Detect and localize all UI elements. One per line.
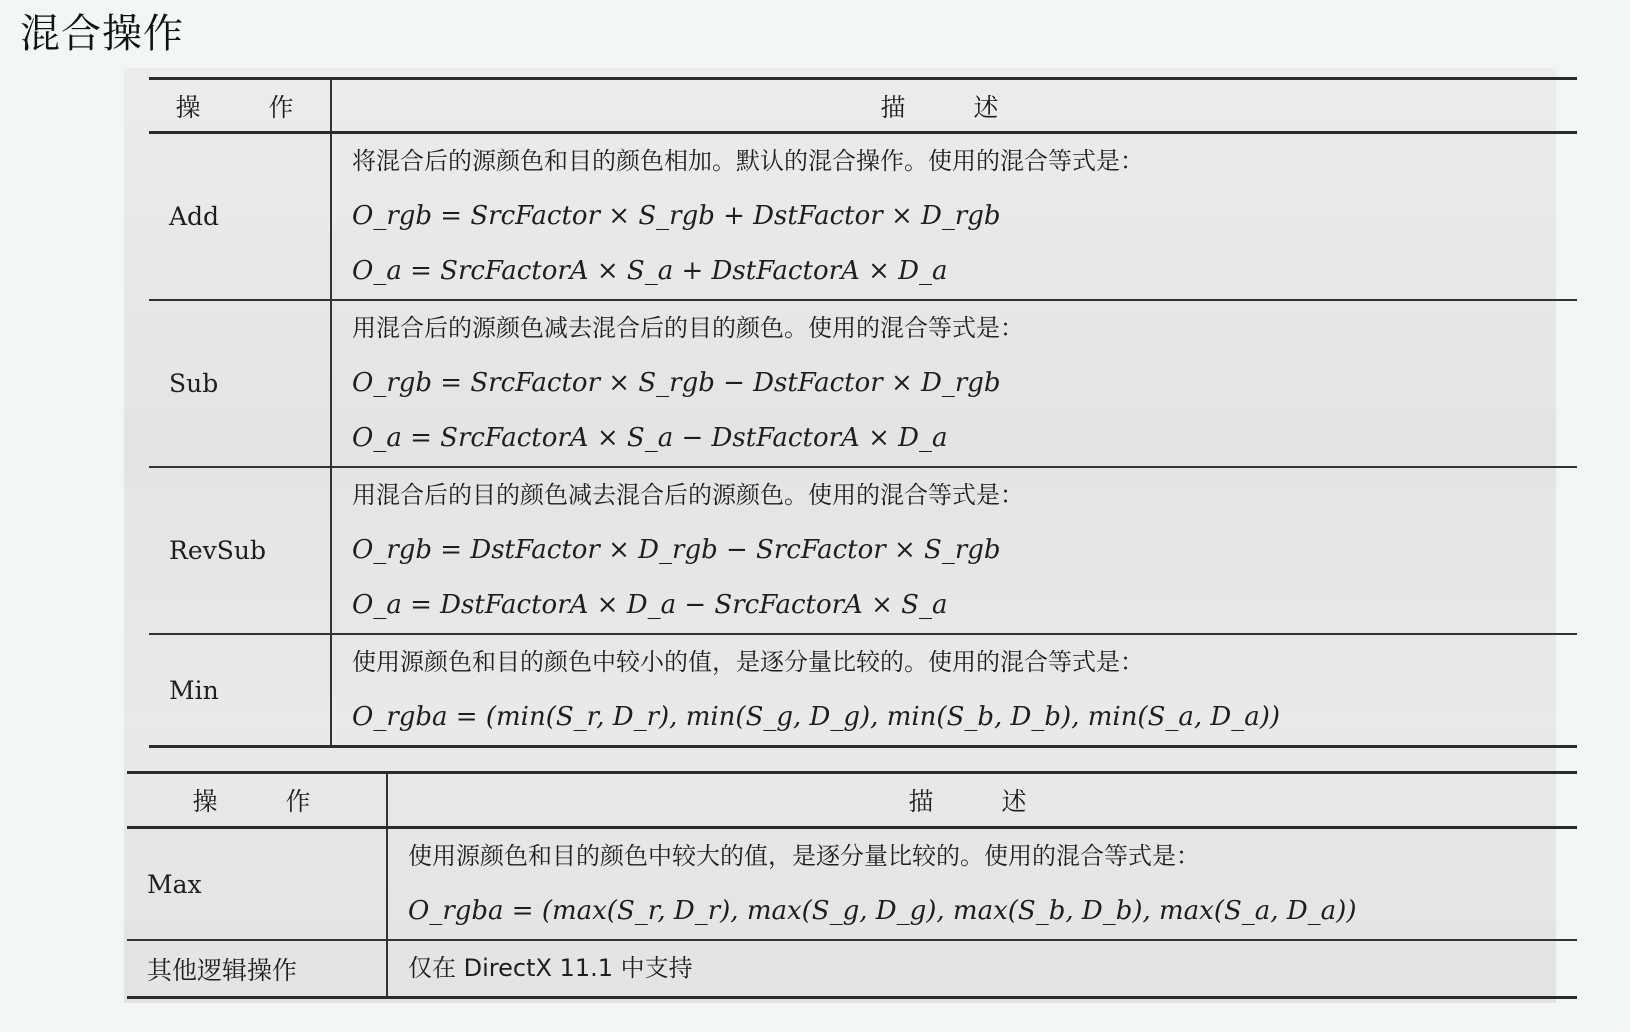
formula-rgb: O_rgb = DstFactor × D_rgb − SrcFactor × S_rgb xyxy=(352,535,1001,565)
table-row-revsub xyxy=(149,467,1577,634)
formula-rgb: O_rgb = SrcFactor × S_rgb + DstFactor × D_rgb xyxy=(352,201,1001,231)
description-text: 用混合后的目的颜色减去混合后的源颜色。使用的混合等式是： xyxy=(352,481,1024,509)
formula-alpha: O_a = SrcFactorA × S_a − DstFactorA × D_a xyxy=(352,423,948,453)
header-operation: 操 作 xyxy=(149,79,331,133)
description-text: 用混合后的源颜色减去混合后的目的颜色。使用的混合等式是： xyxy=(352,314,1024,342)
operation-name: RevSub xyxy=(169,536,266,565)
formula-rgba: O_rgba = (max(S_r, D_r), max(S_g, D_g), max(S_b, D_b), max(S_a, D_a)) xyxy=(408,896,1357,926)
formula-rgba: O_rgba = (min(S_r, D_r), min(S_g, D_g), min(S_b, D_b), min(S_a, D_a)) xyxy=(352,702,1281,732)
page-title: 混合操作 xyxy=(20,11,184,57)
header-operation: 操 作 xyxy=(127,773,387,828)
operation-name: Sub xyxy=(169,369,219,398)
table-header-row xyxy=(149,79,1577,133)
description-text: 使用源颜色和目的颜色中较小的值，是逐分量比较的。使用的混合等式是： xyxy=(352,648,1144,676)
table-row-max xyxy=(127,828,1577,941)
blend-operations-table xyxy=(149,77,1577,748)
blend-operations-table-continued xyxy=(127,771,1577,999)
formula-alpha: O_a = SrcFactorA × S_a + DstFactorA × D_a xyxy=(352,256,948,286)
formula-rgb: O_rgb = SrcFactor × S_rgb − DstFactor × D_rgb xyxy=(352,368,1001,398)
operation-name: Min xyxy=(169,675,219,705)
operation-name: 其他逻辑操作 xyxy=(147,955,298,985)
header-description: 描 述 xyxy=(880,92,1029,122)
table-header-row xyxy=(127,773,1577,828)
table-row-min xyxy=(149,634,1577,747)
formula-alpha: O_a = DstFactorA × D_a − SrcFactorA × S_a xyxy=(352,590,948,620)
description-text: 使用源颜色和目的颜色中较大的值，是逐分量比较的。使用的混合等式是： xyxy=(408,842,1200,870)
operation-name: Max xyxy=(147,869,202,899)
header-description: 描 述 xyxy=(908,787,1057,816)
table-row-add xyxy=(149,133,1577,301)
table-row-sub xyxy=(149,300,1577,467)
operation-name: Add xyxy=(169,202,220,231)
description-text: 将混合后的源颜色和目的颜色相加。默认的混合操作。使用的混合等式是： xyxy=(352,147,1144,175)
table-row-other-logic-ops xyxy=(127,940,1577,998)
description-text: 仅在 DirectX 11.1 中支持 xyxy=(408,954,693,982)
